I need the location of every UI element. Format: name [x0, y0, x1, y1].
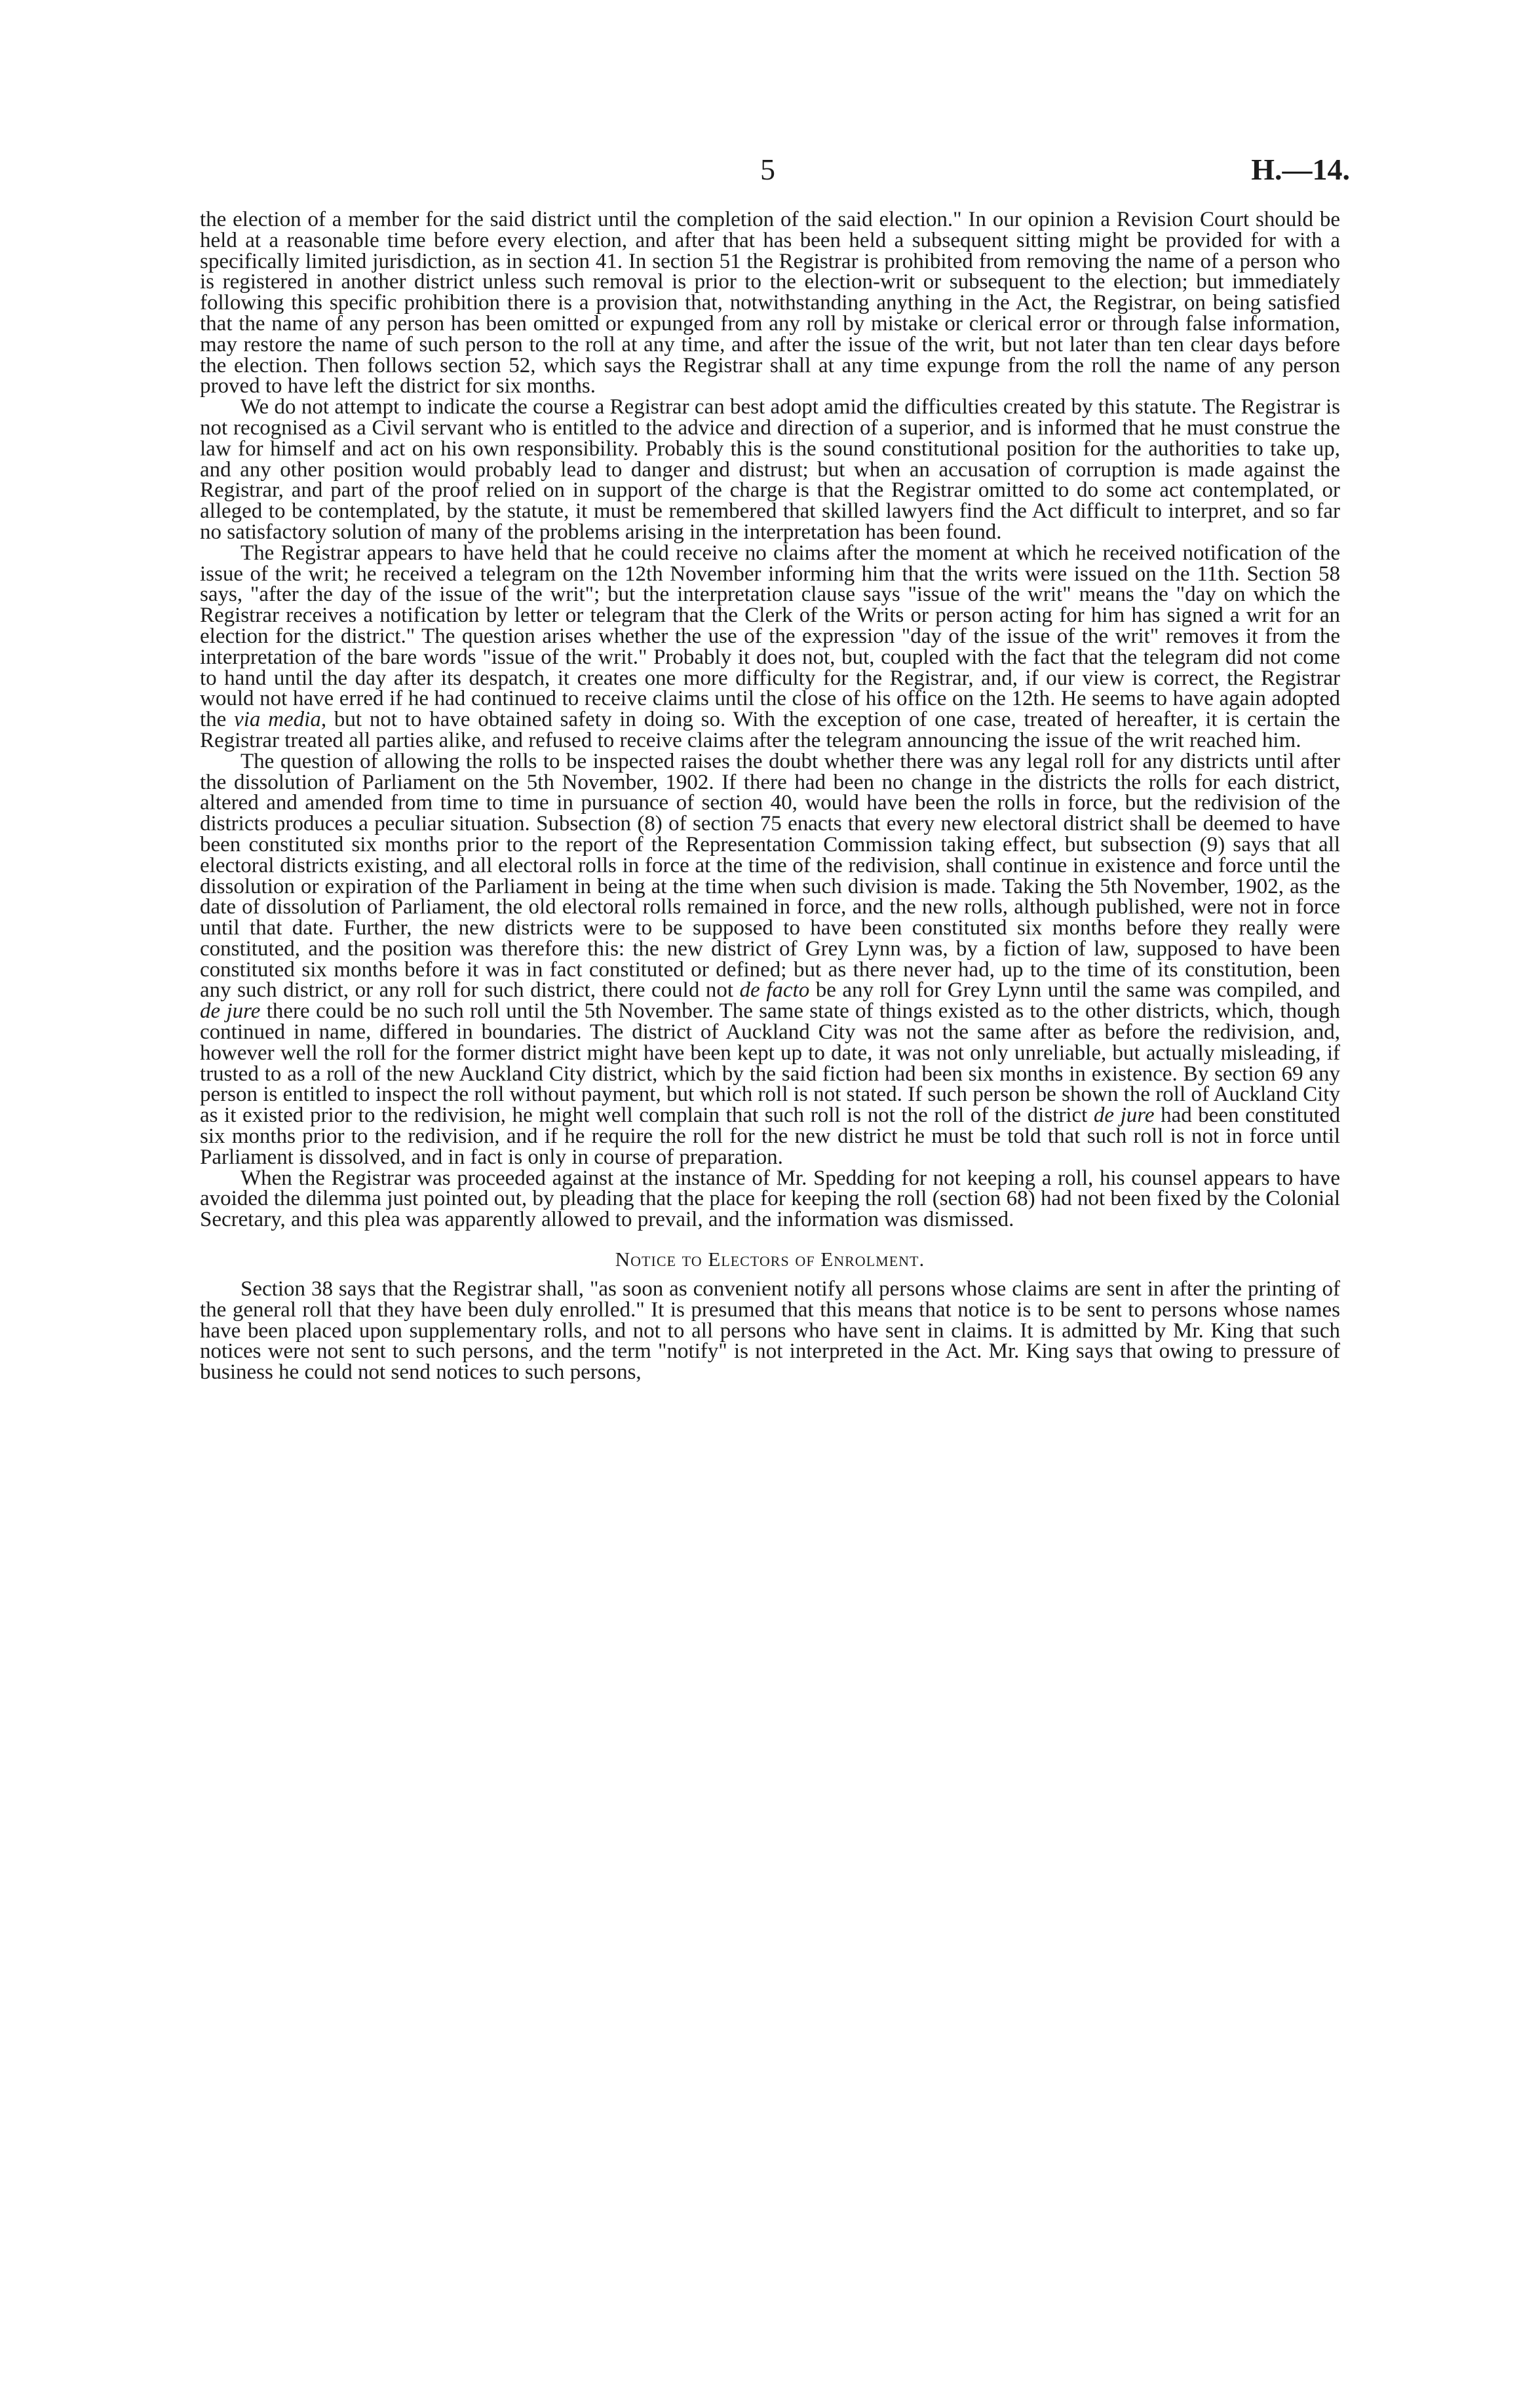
paragraph-4-italic-de-jure-1: de jure	[200, 999, 261, 1024]
paragraph-5	[200, 1168, 1340, 1231]
paragraph-1-text: the election of a member for the said district until the completion of the said election." In our opinion a Revision Court should be held at a reasonable time before every election, and after that has been held a subsequent sitting might be provided for with a specifically limited jurisdiction, as in section 41. In section 51 the Registrar is prohibited from removing the name of a person who is registered in another district unless such removal is prior to the election-writ or subsequent to the election; but immediately following this specific prohibition there is a provision that, notwithstanding anything in the Act, the Registrar, on being satisfied that the name of any person has been omitted or expunged from any roll by mistake or clerical error or through false information, may restore the name of such person to the roll at any time, and after the issue of the writ, but not later than ten clear days before the election. Then follows section 52, which says the Registrar shall at any time expunge from the roll the name of any person proved to have left the district for six months.	[200, 208, 1340, 398]
paragraph-4-text-c: there could be no such roll until the 5th November. The same state of things existed as to the other districts, which, though continued in name, differed in boundaries. The district of Auckland City was not the same after as before the redivision, and, however well the roll for the former district might have been kept up to date, it was not only unreliable, but actually misleading, if trusted to as a roll of the new Auckland City district, which by the said fiction had been six months in existence. By section 69 any person is entitled to inspect the roll without payment, but which roll is not stated. If such person be shown the roll of Auckland City as it existed prior to the redivision, he might well complain that such roll is not the roll of the district	[200, 999, 1340, 1128]
paragraph-4-italic-de-jure-2: de jure	[1093, 1104, 1155, 1128]
document-reference: H.—14.	[1251, 153, 1350, 186]
paragraph-3-italic-via-media: via media	[234, 708, 321, 732]
section-heading: Notice to Electors of Enrolment.	[615, 1248, 925, 1271]
paragraph-3	[200, 543, 1340, 752]
paragraph-4	[200, 749, 1340, 1169]
paragraph-3-text-b: , but not to have obtained safety in doing so. With the exception of one case, treated of hereafter, it is certain the Registrar treated all parties alike, and refused to receive claims after the telegram announcing the issue of the writ reached him.	[200, 708, 1340, 752]
section-paragraph-1	[200, 1279, 1340, 1383]
paragraph-1	[200, 210, 1340, 397]
paragraph-4-italic-de-facto: de facto	[739, 978, 810, 1003]
paragraph-3-text-a: The Registrar appears to have held that he could receive no claims after the moment at which he received notification of the issue of the writ; he received a telegram on the 12th November informing him that the writs were issued on the 11th. Section 58 says, "after the day of the issue of the writ"; but the interpretation clause says "issue of the writ" means the "day on which the Registrar receives a notification by letter or telegram that the Clerk of the Writs or person acting for him has signed a writ for an election for the district." The question arises whether the use of the expression "day of the issue of the writ" removes it from the interpretation of the bare words "issue of the writ." Probably it does not, but, coupled with the fact that the telegram did not come to hand until the day after its despatch, it creates one more difficulty for the Registrar, and, if our view is correct, the Registrar would not have erred if he had continued to receive claims until the close of his office on the 12th. He seems to have again adopted the	[200, 541, 1340, 732]
document-body	[200, 210, 1340, 1383]
section-paragraph-1-text: Section 38 says that the Registrar shall, "as soon as convenient notify all persons whose claims are sent in after the printing of the general roll that they have been duly enrolled." It is presumed that this means that notice is to be sent to persons whose names have been placed upon supplementary rolls, and not to all persons who have sent in claims. It is admitted by Mr. King that such notices were not sent to such persons, and the term "notify" is not interpreted in the Act. Mr. King says that owing to pressure of business he could not send notices to such persons,	[200, 1277, 1340, 1385]
paragraph-2-text: We do not attempt to indicate the course a Registrar can best adopt amid the difficulties created by this statute. The Registrar is not recognised as a Civil servant who is entitled to the advice and direction of a superior, and is informed that he must construe the law for himself and act on his own responsibility. Probably this is the sound constitutional position for the authorities to take up, and any other position would probably lead to danger and distrust; but when an accusation of corruption is made against the Registrar, and part of the proof relied on in support of the charge is that the Registrar omitted to do some act contemplated, or alleged to be contemplated, by the statute, it must be remembered that skilled lawyers find the Act difficult to interpret, and so far no satisfactory solution of many of the problems arising in the interpretation has been found.	[200, 395, 1340, 544]
paragraph-4-text-a: The question of allowing the rolls to be inspected raises the doubt whether there was any legal roll for any districts until after the dissolution of Parliament on the 5th November, 1902. If there had been no change in the districts the rolls for each district, altered and amended from time to time in pursuance of section 40, would have been the rolls in force, but the redivision of the districts produces a peculiar situation. Subsection (8) of section 75 enacts that every new electoral district shall be deemed to have been constituted six months prior to the report of the Representation Commission taking effect, but subsection (9) says that all electoral districts existing, and all electoral rolls in force at the time of the redivision, shall continue in existence and force until the dissolution or expiration of the Parliament in being at the time when such division is made. Taking the 5th November, 1902, as the date of dissolution of Parliament, the old electoral rolls remained in force, and the new rolls, although published, were not in force until that date. Further, the new districts were to be supposed to have been constituted six months before they really were constituted, and the position was therefore this: the new district of Grey Lynn was, by a fiction of law, supposed to have been constituted six months before it was in fact constituted or defined; but as there never had, up to the time of its constitution, been any such district, or any roll for such district, there could not	[200, 749, 1340, 1003]
paragraph-2	[200, 397, 1340, 543]
paragraph-4-text-d: had been constituted six months prior to the redivision, and if he require the roll for the new district he must be told that such roll is not in force until Parliament is dissolved, and in fact is only in course of preparation.	[200, 1104, 1340, 1169]
page-number: 5	[760, 153, 775, 186]
paragraph-5-text: When the Registrar was proceeded against at the instance of Mr. Spedding for not keeping a roll, his counsel appears to have avoided the dilemma just pointed out, by pleading that the place for keeping the roll (section 68) had not been fixed by the Colonial Secretary, and this plea was apparently allowed to prevail, and the information was dismissed.	[200, 1166, 1340, 1232]
paragraph-4-text-b: be any roll for Grey Lynn until the same was compiled, and	[809, 978, 1340, 1003]
